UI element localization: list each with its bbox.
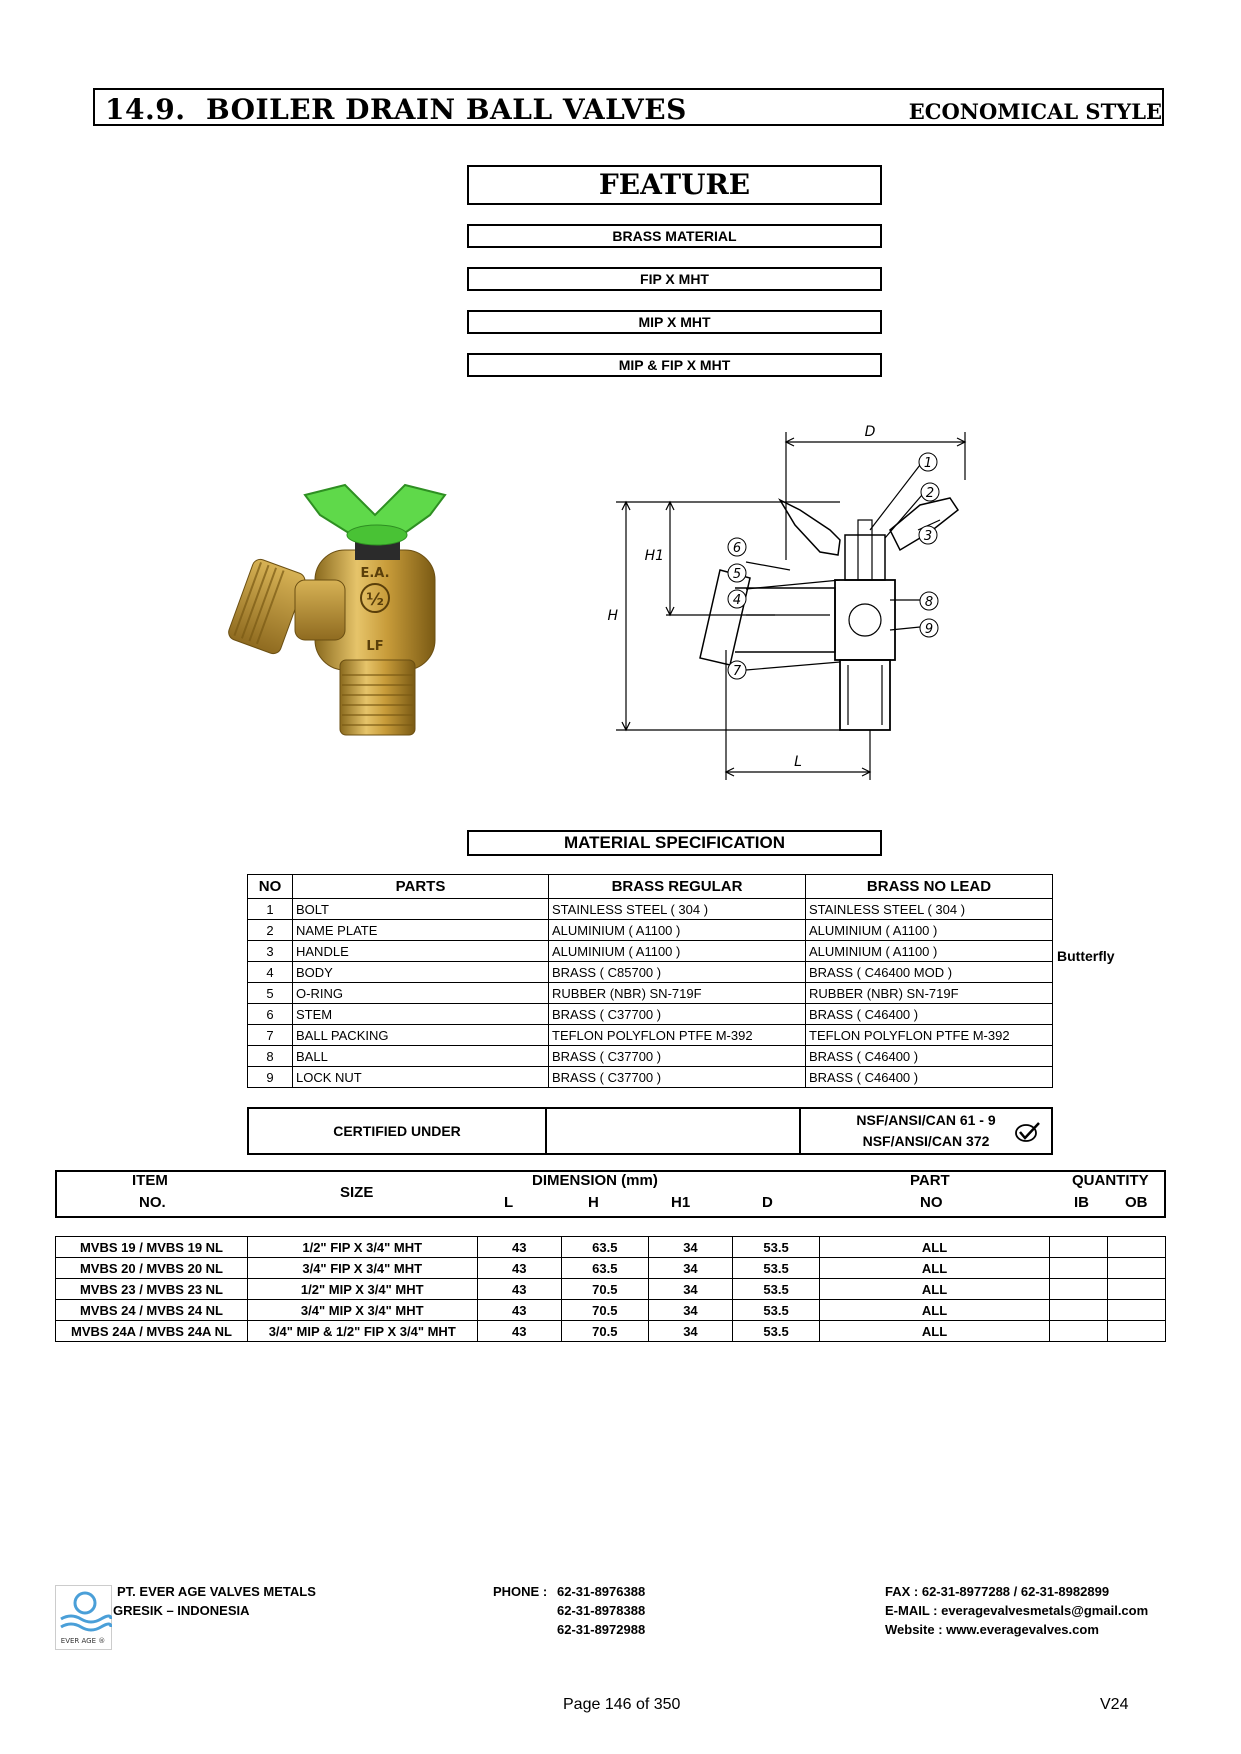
cell-item: MVBS 24A / MVBS 24A NL — [56, 1321, 248, 1342]
cell-ib — [1050, 1321, 1108, 1342]
title-box — [93, 88, 1164, 126]
dimension-label-h1: H1 — [644, 548, 664, 564]
brass-regular: ALUMINIUM ( A1100 ) — [549, 920, 806, 941]
callout-3: 3 — [923, 529, 933, 544]
cell-l: 43 — [477, 1300, 561, 1321]
company-logo — [55, 1585, 112, 1650]
cell-l: 43 — [477, 1321, 561, 1342]
callout-5: 5 — [732, 567, 742, 582]
brass-no-lead: BRASS ( C46400 ) — [806, 1046, 1053, 1067]
photo-size-mark: ½ — [366, 590, 384, 610]
dimension-header: DIMENSION (mm) — [532, 1172, 658, 1189]
cell-part: ALL — [819, 1258, 1049, 1279]
cell-part: ALL — [819, 1300, 1049, 1321]
cell-h: 63.5 — [561, 1258, 648, 1279]
cell-ob — [1108, 1237, 1166, 1258]
row-no: 1 — [248, 899, 293, 920]
certification-table — [247, 1107, 1053, 1155]
brass-no-lead: STAINLESS STEEL ( 304 ) — [806, 899, 1053, 920]
brass-regular: BRASS ( C37700 ) — [549, 1067, 806, 1088]
table-header-row — [248, 875, 1053, 899]
cell-ib — [1050, 1237, 1108, 1258]
table-row — [248, 1025, 1053, 1046]
dim-h-header: H — [588, 1194, 599, 1211]
table-row — [56, 1258, 1166, 1279]
column-header: BRASS NO LEAD — [806, 875, 1053, 899]
website-link[interactable]: Website : www.everagevalves.com — [885, 1622, 1099, 1637]
brass-no-lead: BRASS ( C46400 MOD ) — [806, 962, 1053, 983]
material-spec-table — [247, 874, 1053, 1088]
brass-regular: RUBBER (NBR) SN-719F — [549, 983, 806, 1004]
callout-7: 7 — [732, 664, 742, 679]
part-name: LOCK NUT — [293, 1067, 549, 1088]
cell-h1: 34 — [648, 1279, 732, 1300]
part-name: NAME PLATE — [293, 920, 549, 941]
dimension-label-h: H — [607, 608, 618, 624]
callout-8: 8 — [924, 595, 934, 610]
table-row — [248, 920, 1053, 941]
brass-no-lead: BRASS ( C46400 ) — [806, 1067, 1053, 1088]
phone-number: 62-31-8978388 — [557, 1603, 646, 1618]
cell-item: MVBS 24 / MVBS 24 NL — [56, 1300, 248, 1321]
callout-6: 6 — [732, 541, 742, 556]
cell-ib — [1050, 1300, 1108, 1321]
material-spec-heading: MATERIAL SPECIFICATION — [467, 830, 882, 856]
email-address: E-MAIL : everagevalvesmetals@gmail.com — [885, 1603, 1149, 1618]
cell-size: 3/4" MIP & 1/2" FIP X 3/4" MHT — [247, 1321, 477, 1342]
feature-item: MIP X MHT — [467, 310, 882, 334]
table-row — [248, 1046, 1053, 1067]
cell-ob — [1108, 1321, 1166, 1342]
feature-item: FIP X MHT — [467, 267, 882, 291]
version-label: V24 — [1100, 1696, 1129, 1713]
brass-regular: ALUMINIUM ( A1100 ) — [549, 941, 806, 962]
table-row — [248, 1004, 1053, 1025]
cell-h1: 34 — [648, 1258, 732, 1279]
brass-no-lead: RUBBER (NBR) SN-719F — [806, 983, 1053, 1004]
ib-header: IB — [1074, 1194, 1089, 1211]
company-location: GRESIK – INDONESIA — [113, 1603, 250, 1618]
size-header: SIZE — [340, 1184, 374, 1201]
part-no-header: NO — [920, 1194, 943, 1211]
page-title: 14.9. BOILER DRAIN BALL VALVES — [105, 93, 687, 126]
certification-cell — [800, 1108, 1052, 1154]
row-no: 3 — [248, 941, 293, 962]
feature-item: BRASS MATERIAL — [467, 224, 882, 248]
cell-part: ALL — [819, 1237, 1049, 1258]
brass-no-lead: TEFLON POLYFLON PTFE M-392 — [806, 1025, 1053, 1046]
item-header: ITEM — [132, 1172, 168, 1189]
cell-d: 53.5 — [733, 1279, 820, 1300]
callout-9: 9 — [924, 622, 934, 637]
cell-size: 1/2" MIP X 3/4" MHT — [247, 1279, 477, 1300]
photo-lf-mark: LF — [366, 639, 384, 654]
brass-regular: TEFLON POLYFLON PTFE M-392 — [549, 1025, 806, 1046]
cert-standard-1: NSF/ANSI/CAN 61 - 9 — [856, 1112, 996, 1128]
dim-l-header: L — [504, 1194, 514, 1211]
item-no-header: NO. — [139, 1194, 166, 1211]
cell-d: 53.5 — [733, 1258, 820, 1279]
dimension-label-l: L — [794, 754, 802, 770]
part-header: PART — [910, 1172, 950, 1189]
part-name: BALL — [293, 1046, 549, 1067]
dim-d-header: D — [762, 1194, 773, 1211]
feature-item: MIP & FIP X MHT — [467, 353, 882, 377]
row-no: 8 — [248, 1046, 293, 1067]
cell-h: 63.5 — [561, 1237, 648, 1258]
table-row — [56, 1321, 1166, 1342]
row-no: 4 — [248, 962, 293, 983]
table-row — [248, 1067, 1053, 1088]
cell-part: ALL — [819, 1321, 1049, 1342]
part-name: BALL PACKING — [293, 1025, 549, 1046]
quantity-header: QUANTITY — [1072, 1172, 1149, 1189]
certified-label: CERTIFIED UNDER — [248, 1108, 546, 1154]
company-name: PT. EVER AGE VALVES METALS — [117, 1584, 316, 1599]
row-no: 9 — [248, 1067, 293, 1088]
callout-2: 2 — [925, 486, 935, 501]
cell-ib — [1050, 1279, 1108, 1300]
row-no: 7 — [248, 1025, 293, 1046]
cell-item: MVBS 19 / MVBS 19 NL — [56, 1237, 248, 1258]
part-name: STEM — [293, 1004, 549, 1025]
phone-number: 62-31-8972988 — [557, 1622, 646, 1637]
cell-size: 3/4" FIP X 3/4" MHT — [247, 1258, 477, 1279]
callout-4: 4 — [732, 593, 742, 608]
cell-ob — [1108, 1279, 1166, 1300]
column-header: PARTS — [293, 875, 549, 899]
dim-h1-header: H1 — [671, 1194, 691, 1211]
cell-ob — [1108, 1258, 1166, 1279]
brass-no-lead: ALUMINIUM ( A1100 ) — [806, 941, 1053, 962]
brass-no-lead: BRASS ( C46400 ) — [806, 1004, 1053, 1025]
brass-regular: BRASS ( C85700 ) — [549, 962, 806, 983]
cell-size: 3/4" MIP X 3/4" MHT — [247, 1300, 477, 1321]
cell-h1: 34 — [648, 1300, 732, 1321]
phone-number: 62-31-8976388 — [557, 1584, 646, 1599]
brass-regular: BRASS ( C37700 ) — [549, 1046, 806, 1067]
cell-h: 70.5 — [561, 1300, 648, 1321]
row-no: 5 — [248, 983, 293, 1004]
brass-regular: BRASS ( C37700 ) — [549, 1004, 806, 1025]
table-row — [56, 1279, 1166, 1300]
part-name: BOLT — [293, 899, 549, 920]
brass-regular: STAINLESS STEEL ( 304 ) — [549, 899, 806, 920]
cell-ob — [1108, 1300, 1166, 1321]
table-row — [56, 1237, 1166, 1258]
table-row — [248, 941, 1053, 962]
part-name: O-RING — [293, 983, 549, 1004]
cell-l: 43 — [477, 1279, 561, 1300]
ob-header: OB — [1125, 1194, 1148, 1211]
cell-size: 1/2" FIP X 3/4" MHT — [247, 1237, 477, 1258]
cell-h1: 34 — [648, 1321, 732, 1342]
cell-h: 70.5 — [561, 1321, 648, 1342]
technical-drawing — [600, 420, 1020, 790]
row-no: 6 — [248, 1004, 293, 1025]
cell-d: 53.5 — [733, 1237, 820, 1258]
callout-1: 1 — [923, 456, 933, 471]
table-row — [248, 899, 1053, 920]
table-row — [248, 962, 1053, 983]
part-name: HANDLE — [293, 941, 549, 962]
cell-item: MVBS 20 / MVBS 20 NL — [56, 1258, 248, 1279]
cell-d: 53.5 — [733, 1321, 820, 1342]
page-subtitle: ECONOMICAL STYLE — [908, 99, 1162, 124]
cell-l: 43 — [477, 1237, 561, 1258]
dimension-table-header — [55, 1170, 1166, 1218]
brass-no-lead: ALUMINIUM ( A1100 ) — [806, 920, 1053, 941]
column-header: NO — [248, 875, 293, 899]
product-photo — [225, 480, 515, 745]
photo-brand-mark: E.A. — [360, 566, 390, 581]
certified-empty-cell — [546, 1108, 800, 1154]
cert-standard-2: NSF/ANSI/CAN 372 — [862, 1133, 990, 1149]
cell-ib — [1050, 1258, 1108, 1279]
page-number: Page 146 of 350 — [563, 1696, 681, 1713]
table-row — [248, 983, 1053, 1004]
side-note: Butterfly — [1057, 948, 1115, 964]
row-no: 2 — [248, 920, 293, 941]
cell-d: 53.5 — [733, 1300, 820, 1321]
cell-part: ALL — [819, 1279, 1049, 1300]
check-mark-icon — [1015, 1121, 1041, 1143]
table-row — [56, 1300, 1166, 1321]
cell-h1: 34 — [648, 1237, 732, 1258]
dimension-label-d: D — [864, 424, 876, 440]
dimension-table — [55, 1236, 1166, 1342]
cell-item: MVBS 23 / MVBS 23 NL — [56, 1279, 248, 1300]
cell-l: 43 — [477, 1258, 561, 1279]
part-name: BODY — [293, 962, 549, 983]
cell-h: 70.5 — [561, 1279, 648, 1300]
phone-label: PHONE : — [493, 1584, 548, 1599]
feature-heading: FEATURE — [467, 165, 882, 205]
fax-number: FAX : 62-31-8977288 / 62-31-8982899 — [885, 1584, 1110, 1599]
column-header: BRASS REGULAR — [549, 875, 806, 899]
logo-text: EVER AGE ® — [60, 1637, 106, 1645]
